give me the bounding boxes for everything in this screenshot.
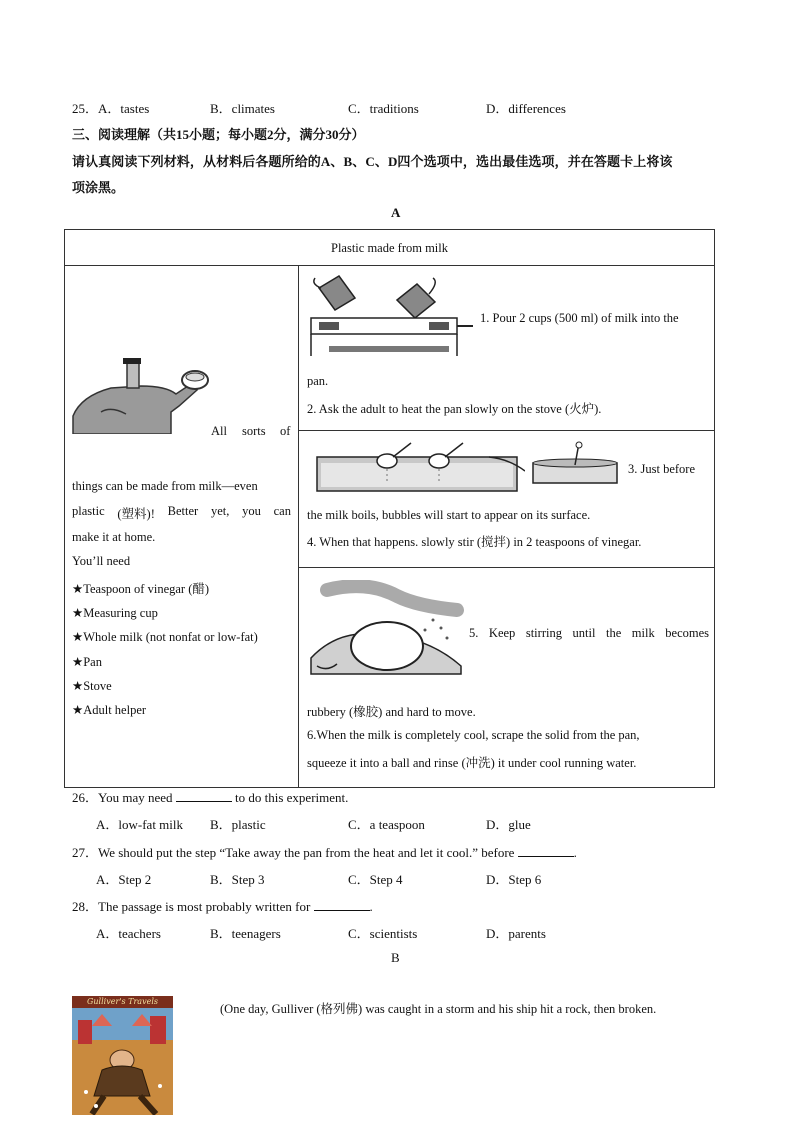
you-need-label: You’ll need bbox=[72, 554, 131, 568]
list-item: ★Teaspoon of vinegar (醋) bbox=[72, 582, 210, 596]
q28-option-c: C．scientists bbox=[348, 926, 418, 941]
intro-word-of: of bbox=[280, 424, 291, 438]
q28-option-d: D．parents bbox=[486, 926, 546, 941]
q27-stem-b: . bbox=[573, 845, 577, 860]
pan-with-spoon-illustration bbox=[531, 441, 621, 491]
word: becomes bbox=[665, 626, 709, 640]
q26-option-d: D．glue bbox=[486, 817, 531, 832]
word: milk bbox=[631, 626, 655, 640]
milk-ball-hands-illustration bbox=[307, 580, 465, 676]
q26-option-a: A．low-fat milk bbox=[96, 817, 184, 832]
passage-a-table bbox=[64, 229, 715, 788]
section-instruction-line2: 项涂黑。 bbox=[72, 180, 125, 195]
steps-5-6-cell bbox=[299, 568, 715, 788]
list-item: ★Pan bbox=[72, 655, 102, 669]
q26-stem bbox=[72, 787, 348, 806]
q25-option-b: B．climates bbox=[210, 101, 275, 116]
materials-cell bbox=[65, 266, 299, 788]
step-1-text-b: pan. bbox=[307, 374, 329, 388]
q28-stem bbox=[72, 896, 373, 915]
step-6-text-b: squeeze it into a ball and rinse (冲洗) it under cool running water. bbox=[307, 756, 637, 770]
q26-blank bbox=[176, 790, 232, 802]
q25-option-d: D．differences bbox=[486, 101, 566, 116]
q28-option-a: A．teachers bbox=[96, 926, 161, 941]
pour-milk-illustration bbox=[309, 274, 477, 358]
word: 5. bbox=[469, 626, 479, 640]
q27-option-c: C．Step 4 bbox=[348, 872, 403, 887]
q26-option-b: B．plastic bbox=[210, 817, 266, 832]
q27-option-d: D．Step 6 bbox=[486, 872, 542, 887]
step-1-text-a: 1. Pour 2 cups (500 ml) of milk into the bbox=[480, 311, 679, 325]
table-title: Plastic made from milk bbox=[331, 240, 448, 255]
table-title-cell bbox=[65, 230, 715, 266]
q28-blank bbox=[314, 899, 370, 911]
word: the bbox=[605, 626, 622, 640]
steps-3-4-cell bbox=[299, 431, 715, 568]
word: plastic bbox=[72, 504, 105, 518]
q27-option-b: B．Step 3 bbox=[210, 872, 265, 887]
word: stirring bbox=[525, 626, 562, 640]
intro-line2: things can be made from milk—even bbox=[72, 479, 258, 493]
intro-word-sorts: sorts bbox=[242, 424, 266, 438]
list-item: ★Whole milk (not nonfat or low-fat) bbox=[72, 630, 258, 644]
passage-b-text: (One day, Gulliver (格列佛) was caught in a storm and his ship hit a rock, then broken. bbox=[220, 1002, 657, 1016]
man-with-cup-illustration bbox=[71, 356, 211, 434]
step-6-text-a: 6.When the milk is completely cool, scrape the solid from the pan, bbox=[307, 728, 640, 742]
intro-word-all: All bbox=[211, 424, 227, 438]
q26-stem-a: 26．You may need bbox=[72, 790, 173, 805]
word: until bbox=[572, 626, 596, 640]
q25-option-a: 25．A．tastes bbox=[72, 101, 150, 116]
word: Better bbox=[167, 504, 199, 518]
passage-b-label: B bbox=[391, 950, 400, 965]
intro-line4: make it at home. bbox=[72, 530, 156, 544]
stirring-spoons-illustration bbox=[313, 441, 525, 495]
section-instruction-line1: 请认真阅读下列材料，从材料后各题所给的A、B、C、D四个选项中，选出最佳选项，并在答题卡上将该 bbox=[72, 154, 673, 169]
list-item: ★Measuring cup bbox=[72, 606, 158, 620]
q27-blank bbox=[518, 845, 574, 857]
q26-option-c: C．a teaspoon bbox=[348, 817, 425, 832]
word: (塑料)! bbox=[117, 507, 155, 521]
q26-stem-b: to do this experiment. bbox=[235, 790, 349, 805]
step-3-text-b: the milk boils, bubbles will start to appear on its surface. bbox=[307, 508, 591, 522]
list-item: ★Adult helper bbox=[72, 703, 147, 717]
section-heading: 三、阅读理解（共15小题；每小题2分，满分30分） bbox=[72, 127, 365, 142]
step-3-text-a: 3. Just before bbox=[628, 462, 695, 476]
book-cover-image bbox=[72, 996, 173, 1115]
q27-stem-a: 27．We should put the step “Take away the pan from the heat and let it cool.” before bbox=[72, 845, 515, 860]
word: can bbox=[273, 504, 291, 518]
step-5-text-a bbox=[469, 626, 709, 641]
list-item: ★Stove bbox=[72, 679, 112, 693]
book-cover-title: Gulliver's Travels bbox=[87, 997, 158, 1006]
steps-1-2-cell bbox=[299, 266, 715, 431]
q28-stem-b: . bbox=[369, 899, 373, 914]
word: you bbox=[242, 504, 261, 518]
q28-option-b: B．teenagers bbox=[210, 926, 281, 941]
step-4-text: 4. When that happens. slowly stir (搅拌) in 2 teaspoons of vinegar. bbox=[307, 535, 642, 549]
q25-option-c: C．traditions bbox=[348, 101, 419, 116]
word: yet, bbox=[210, 504, 230, 518]
step-2-text: 2. Ask the adult to heat the pan slowly on the stove (火炉). bbox=[307, 402, 602, 416]
intro-line3 bbox=[72, 504, 291, 522]
q27-option-a: A．Step 2 bbox=[96, 872, 152, 887]
q28-stem-a: 28．The passage is most probably written for bbox=[72, 899, 311, 914]
step-5-text-b: rubbery (橡胶) and hard to move. bbox=[307, 705, 476, 719]
q27-stem bbox=[72, 842, 577, 861]
passage-a-label: A bbox=[391, 205, 401, 220]
word: Keep bbox=[488, 626, 516, 640]
